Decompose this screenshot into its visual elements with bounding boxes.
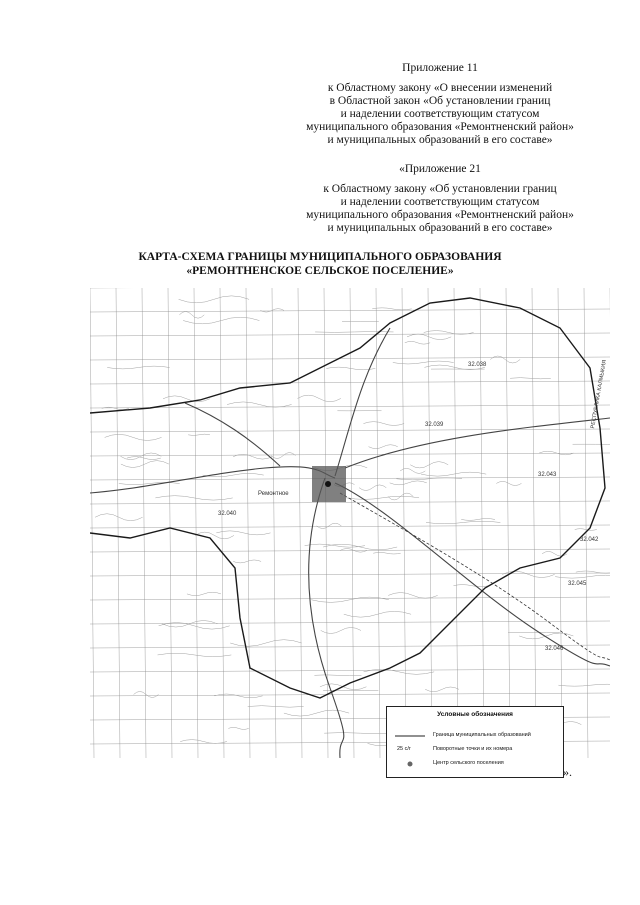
terrain-contour bbox=[363, 422, 404, 426]
point-label: 32.042 bbox=[580, 537, 599, 543]
terrain-contour bbox=[95, 514, 143, 521]
terrain-contour bbox=[119, 482, 180, 484]
terrain-contour bbox=[230, 640, 302, 647]
original-law-line: и наделении соответствующим статусом bbox=[340, 196, 540, 208]
terrain-contour bbox=[134, 691, 159, 697]
terrain-contour bbox=[121, 461, 169, 468]
legend-item-turning-points bbox=[393, 745, 558, 755]
settlement-center bbox=[312, 466, 346, 502]
closing-quote: ». bbox=[563, 765, 572, 779]
grid-line bbox=[90, 573, 610, 576]
road bbox=[309, 478, 344, 758]
terrain-contour bbox=[105, 434, 162, 440]
boundary-line-icon bbox=[393, 731, 427, 741]
terrain-contour bbox=[390, 481, 427, 485]
terrain-contour bbox=[317, 523, 342, 528]
grid-line bbox=[90, 333, 610, 336]
terrain-contour bbox=[120, 453, 161, 460]
map-title bbox=[0, 250, 640, 278]
point-label: 32.043 bbox=[538, 472, 557, 478]
amend-law-line: и муниципальных образований в его составе» bbox=[327, 134, 553, 146]
terrain-contour bbox=[127, 457, 161, 460]
map-graphic bbox=[90, 288, 610, 758]
terrain-contour bbox=[214, 694, 262, 698]
grid-line bbox=[90, 429, 610, 432]
legend-item-label: Граница муниципальных образований bbox=[433, 732, 531, 738]
terrain-contour bbox=[496, 481, 521, 485]
settlement-center-dot bbox=[325, 481, 331, 487]
terrain-contour bbox=[346, 496, 419, 499]
republic-label: РЕСПУБЛИКА КАЛМЫКИЯ bbox=[590, 359, 608, 430]
original-appendix-heading-text: «Приложение 21 bbox=[399, 163, 481, 175]
point-label: 32.045 bbox=[568, 581, 587, 587]
terrain-contour bbox=[369, 445, 398, 449]
grid-line bbox=[480, 288, 484, 758]
point-label: 32.040 bbox=[218, 511, 237, 517]
settlement-label: Ремонтное bbox=[258, 491, 289, 497]
original-law-reference bbox=[260, 183, 620, 235]
legend-item-label: Центр сельского поселения bbox=[433, 760, 504, 766]
terrain-contour bbox=[410, 462, 448, 468]
road bbox=[335, 328, 390, 476]
terrain-contour bbox=[461, 519, 495, 521]
appendix-heading bbox=[260, 62, 620, 75]
grid-line bbox=[532, 288, 536, 758]
grid-line bbox=[298, 288, 302, 758]
terrain-contour bbox=[323, 544, 397, 550]
amend-law-line: и наделении соответствующим статусом bbox=[340, 108, 540, 120]
terrain-contour bbox=[180, 740, 227, 744]
terrain-contour bbox=[102, 407, 129, 409]
amend-law-reference bbox=[260, 82, 620, 147]
terrain-contour bbox=[188, 434, 210, 435]
grid-line bbox=[402, 288, 406, 758]
point-label: 32.039 bbox=[425, 422, 444, 428]
settlement-center-icon bbox=[393, 759, 427, 769]
road bbox=[185, 403, 280, 466]
grid-line bbox=[506, 288, 510, 758]
terrain-contour bbox=[233, 560, 261, 563]
grid-line bbox=[90, 357, 610, 360]
grid-line bbox=[168, 288, 172, 758]
terrain-contour bbox=[311, 597, 389, 602]
grid-line bbox=[272, 288, 276, 758]
original-law-line: к Областному закону «Об установлении границ bbox=[323, 183, 557, 195]
amend-law-line: муниципального образования «Ремонтненский район» bbox=[306, 121, 574, 133]
boundary-map bbox=[90, 288, 610, 758]
terrain-contour bbox=[314, 675, 361, 676]
grid-line bbox=[90, 645, 610, 648]
legend-item-boundary bbox=[393, 731, 558, 741]
terrain-contour bbox=[426, 521, 500, 523]
terrain-contour bbox=[490, 356, 520, 363]
terrain-contour bbox=[405, 341, 430, 344]
terrain-contour bbox=[228, 727, 248, 729]
terrain-contour bbox=[555, 575, 610, 578]
grid-line bbox=[194, 288, 198, 758]
map-grid bbox=[90, 288, 610, 758]
grid-line bbox=[90, 501, 610, 504]
terrain-contour bbox=[227, 402, 292, 407]
original-appendix-heading bbox=[260, 163, 620, 176]
terrain-contour bbox=[359, 485, 386, 491]
terrain-contour bbox=[421, 472, 486, 476]
turning-point-symbol: 25 с/г bbox=[397, 746, 411, 752]
terrain-contour bbox=[453, 585, 489, 587]
terrain-contour bbox=[179, 296, 249, 303]
map-railway bbox=[340, 493, 610, 660]
terrain-contour bbox=[558, 684, 610, 686]
terrain-contour bbox=[400, 468, 425, 473]
grid-line bbox=[90, 693, 610, 696]
grid-line bbox=[558, 288, 562, 758]
grid-line bbox=[90, 621, 610, 624]
map-title-line: «РЕМОНТНЕНСКОЕ СЕЛЬСКОЕ ПОСЕЛЕНИЕ» bbox=[186, 265, 454, 277]
map-title-line: КАРТА-СХЕМА ГРАНИЦЫ МУНИЦИПАЛЬНОГО ОБРАЗОВАНИЯ bbox=[138, 251, 502, 263]
terrain-contour bbox=[158, 653, 232, 656]
grid-line bbox=[90, 525, 610, 528]
map-legend bbox=[386, 706, 564, 778]
legend-item-label: Поворотные точки и их номера bbox=[433, 746, 513, 752]
grid-line bbox=[90, 453, 610, 456]
terrain-contour bbox=[407, 334, 451, 339]
point-label: 32.038 bbox=[468, 362, 487, 368]
terrain-contour bbox=[373, 552, 400, 554]
terrain-contour bbox=[393, 361, 454, 364]
terrain-contour bbox=[344, 611, 411, 617]
grid-line bbox=[142, 288, 146, 758]
terrain-contour bbox=[162, 621, 217, 628]
grid-line bbox=[90, 477, 610, 480]
terrain-contour bbox=[539, 451, 574, 455]
amend-law-line: в Областной закон «Об установлении границ bbox=[329, 95, 551, 107]
terrain-contour bbox=[297, 395, 340, 402]
terrain-contour bbox=[216, 531, 270, 535]
appendix-heading-text: Приложение 11 bbox=[402, 62, 478, 74]
terrain-contour bbox=[183, 317, 259, 324]
grid-line bbox=[246, 288, 250, 758]
grid-line bbox=[220, 288, 224, 758]
original-law-line: и муниципальных образований в его составе» bbox=[327, 222, 553, 234]
grid-line bbox=[90, 288, 94, 758]
grid-line bbox=[90, 381, 610, 384]
grid-line bbox=[90, 549, 610, 552]
legend-title: Условные обозначения bbox=[437, 711, 513, 718]
terrain-contour bbox=[510, 378, 551, 379]
grid-line bbox=[584, 288, 588, 758]
terrain-contour bbox=[155, 496, 232, 500]
point-label: 32.046 bbox=[545, 646, 564, 652]
terrain-contour bbox=[425, 687, 459, 692]
legend-item-center bbox=[393, 759, 558, 769]
grid-line bbox=[116, 288, 120, 758]
terrain-contour bbox=[388, 593, 437, 599]
terrain-contour bbox=[315, 332, 393, 333]
grid-line bbox=[90, 669, 610, 672]
amend-law-line: к Областному закону «О внесении изменений bbox=[327, 82, 553, 94]
terrain-contour bbox=[271, 453, 296, 459]
railway bbox=[340, 493, 610, 660]
terrain-contour bbox=[575, 529, 597, 531]
road bbox=[345, 418, 610, 468]
terrain-contour bbox=[187, 592, 221, 595]
original-law-line: муниципального образования «Ремонтненский район» bbox=[306, 209, 574, 221]
terrain-contour bbox=[179, 311, 204, 318]
terrain-contour bbox=[372, 308, 411, 310]
